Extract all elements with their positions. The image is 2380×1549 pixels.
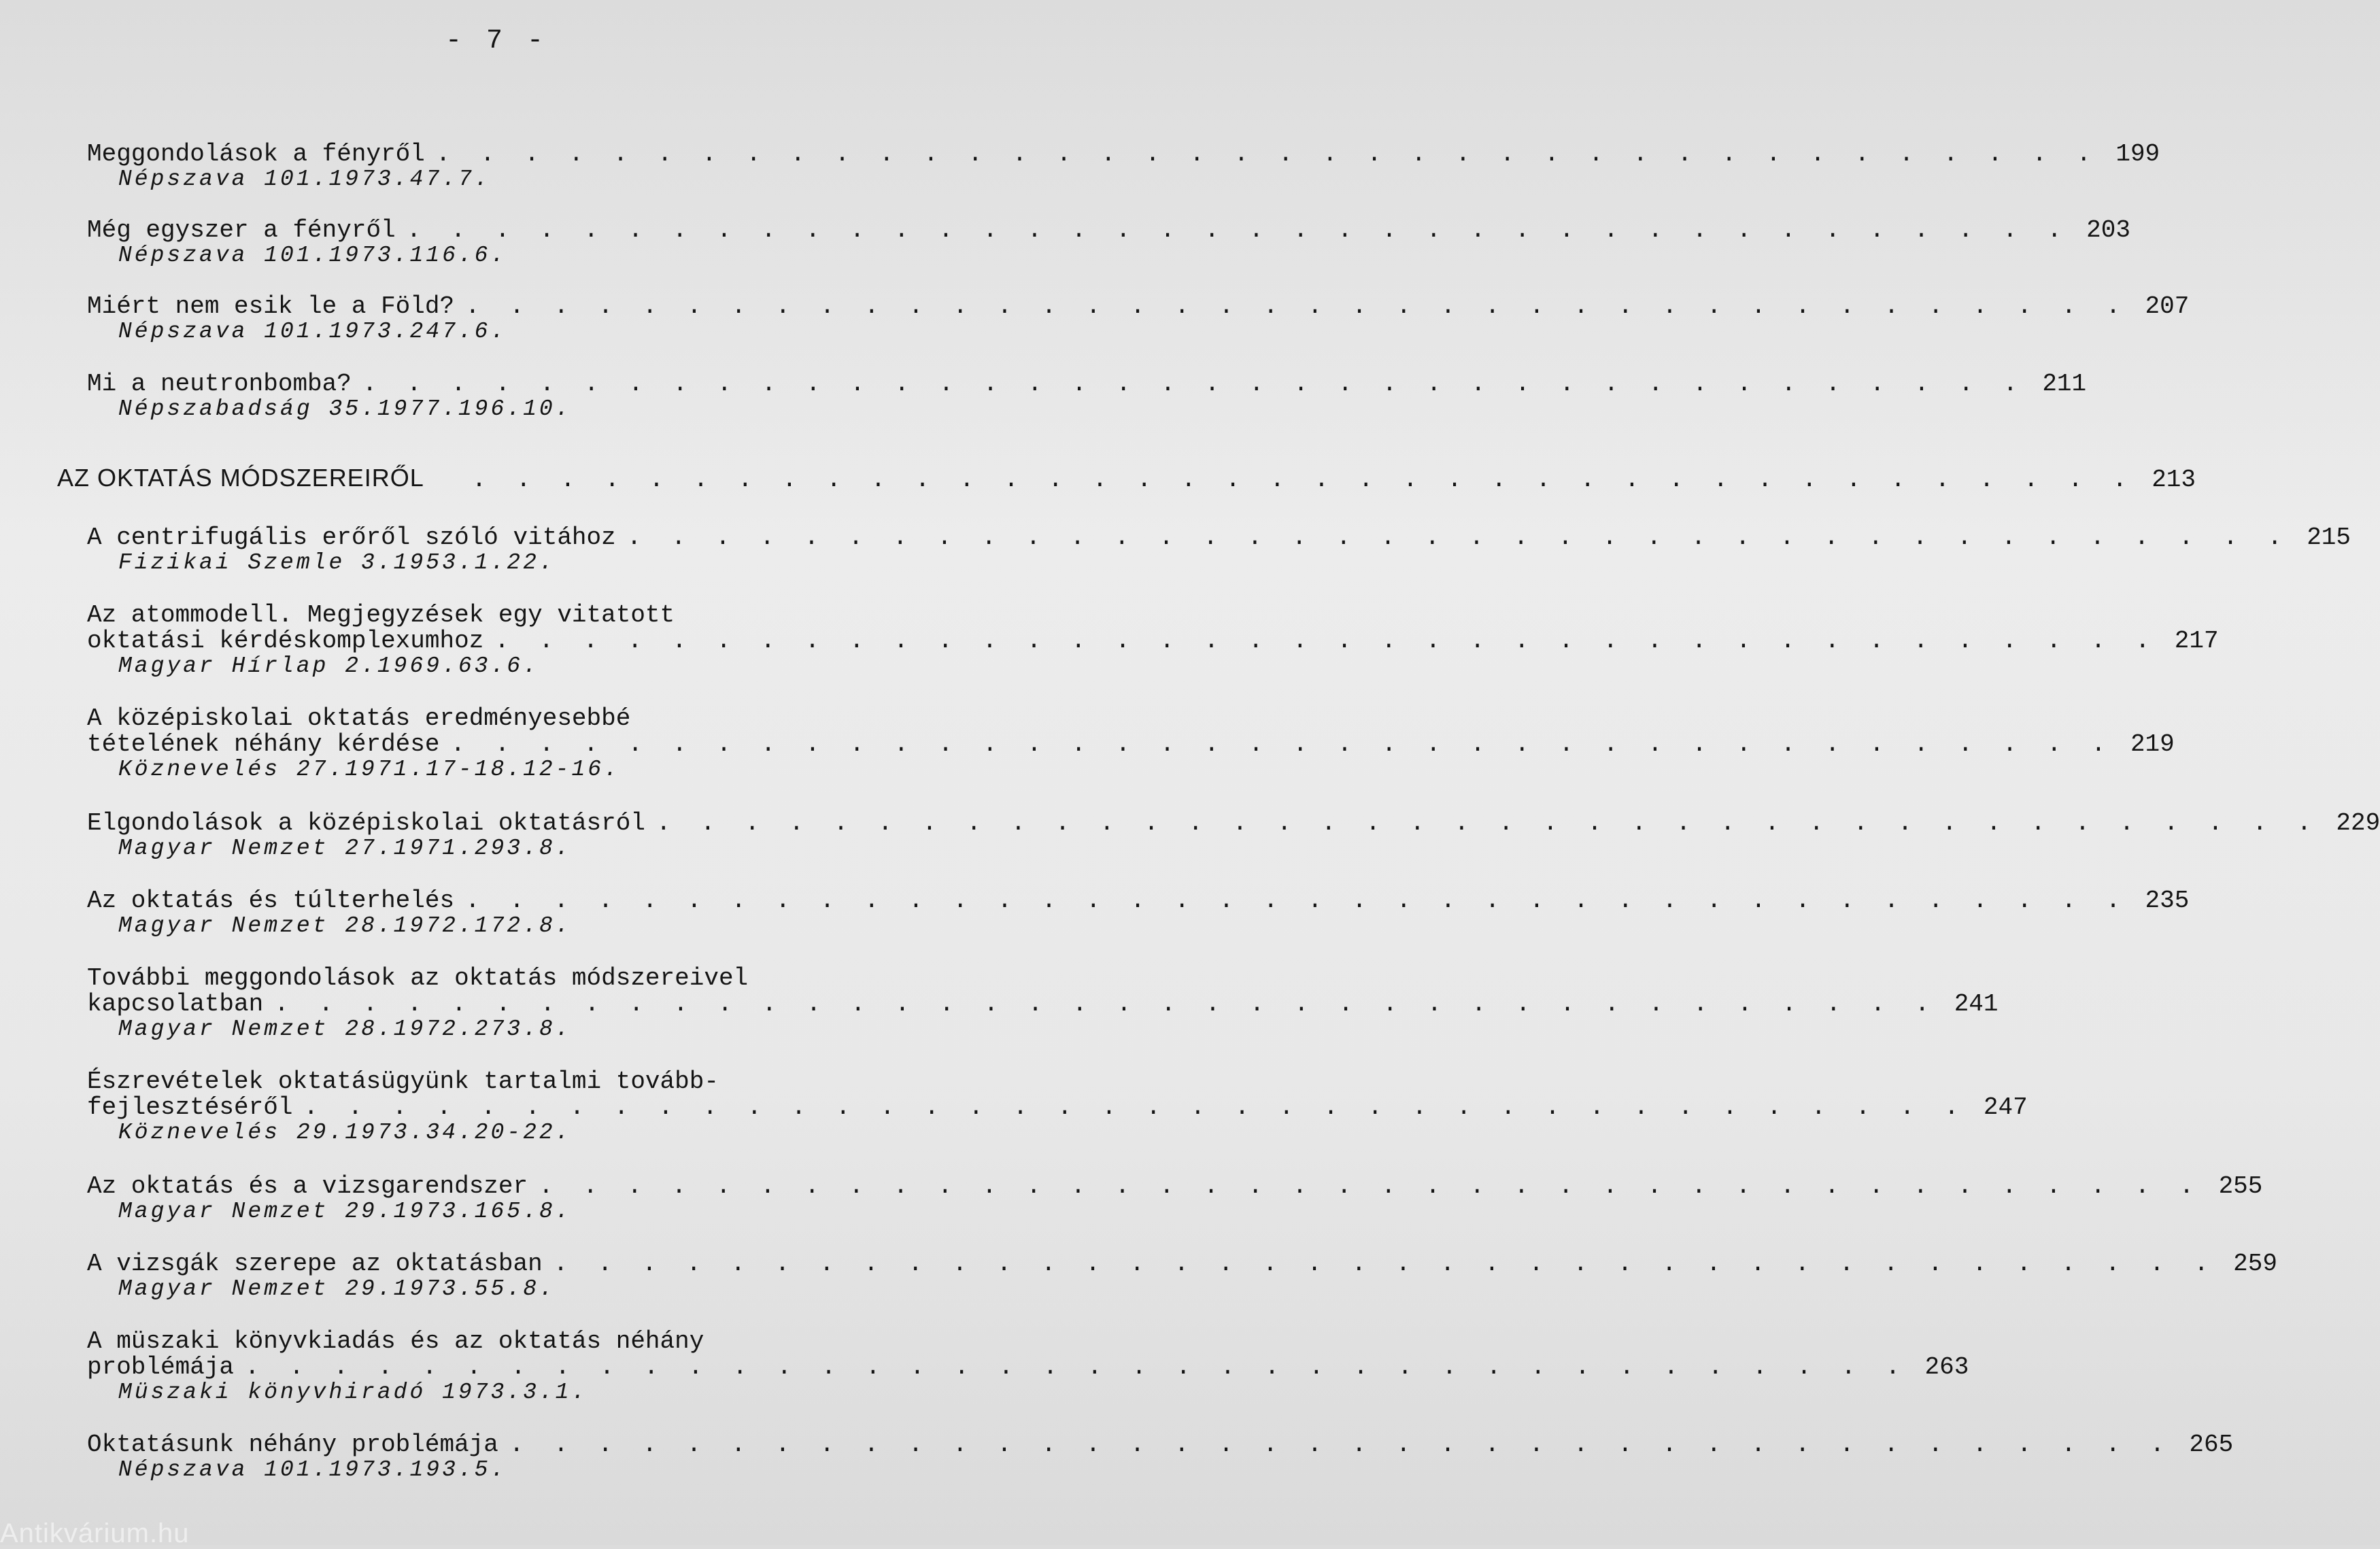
entry-page: 217: [2174, 627, 2219, 655]
entry-source: Magyar Nemzet 27.1971.293.8.: [118, 836, 572, 861]
entry-page: 207: [2145, 292, 2190, 320]
entry-page: 199: [2115, 140, 2160, 168]
entry-source: Köznevelés 29.1973.34.20-22.: [118, 1120, 572, 1145]
entry-title: Mi a neutronbomba?: [87, 370, 352, 398]
toc-entry: [87, 1172, 2263, 1224]
entry-source: Magyar Nemzet 28.1972.273.8.: [118, 1017, 572, 1042]
dot-leader: . . . . . . . . . . . . . . . . . . . . . . . . . . . . . . . . . . . . . .: [406, 216, 2069, 244]
entry-page: 235: [2145, 887, 2190, 915]
entry-title-line: Észrevételek oktatásügyünk tartalmi tovább-: [87, 1068, 719, 1095]
toc-entry: [87, 887, 2190, 938]
entry-page: 241: [1954, 990, 1999, 1018]
page-number: - 7 -: [445, 26, 548, 56]
section-heading: [57, 464, 2196, 494]
dot-leader: . . . . . . . . . . . . . . . . . . . . . . . . . . . . . . . . . . . . . .: [539, 1172, 2202, 1200]
dot-leader: . . . . . . . . . . . . . . . . . . . . . . . . . . . . . . . . . . . . . .: [465, 887, 2128, 915]
entry-title: Még egyszer a fényről: [87, 216, 396, 244]
dot-leader: . . . . . . . . . . . . . . . . . . . . . . . . . . . . . . . . . . . . . .: [362, 370, 2026, 398]
entry-page: 265: [2189, 1431, 2234, 1459]
dot-leader: . . . . . . . . . . . . . . . . . . . . . . . . . . . . . . . . . . . . . .: [450, 730, 2113, 758]
entry-title-line: További meggondolások az oktatás módszereivel: [87, 964, 749, 992]
entry-page: 211: [2042, 370, 2087, 398]
toc-entry: [87, 964, 1999, 1042]
entry-title: Az oktatás és a vizsgarendszer: [87, 1172, 528, 1200]
dot-leader: . . . . . . . . . . . . . . . . . . . . . . . . . . . . . . . . . . . . . .: [656, 809, 2319, 837]
entry-source: Magyar Hírlap 2.1969.63.6.: [118, 653, 539, 679]
entry-source: Magyar Nemzet 29.1973.55.8.: [118, 1276, 556, 1301]
section-title: AZ OKTATÁS MÓDSZEREIRŐL: [57, 464, 424, 492]
entry-title-line: Az atommodell. Megjegyzések egy vitatott: [87, 601, 675, 629]
entry-source: Magyar Nemzet 28.1972.172.8.: [118, 913, 572, 938]
entry-page: 263: [1924, 1353, 1969, 1381]
toc-entry: [87, 216, 2130, 268]
entry-page: 247: [1983, 1093, 2028, 1121]
entry-title-line: A középiskolai oktatás eredményesebbé: [87, 704, 631, 732]
toc-entry: [87, 524, 2351, 575]
dot-leader: . . . . . . . . . . . . . . . . . . . . . . . . . . . . . . . . . . . . . .: [626, 524, 2290, 551]
toc-entry: [87, 1431, 2234, 1482]
dot-leader: . . . . . . . . . . . . . . . . . . . . . . . . . . . . . . . . . . . . . .: [494, 627, 2158, 655]
dot-leader: . . . . . . . . . . . . . . . . . . . . . . . . . . . . . . . . . . . . . .: [435, 140, 2099, 168]
entry-page: 219: [2130, 730, 2175, 758]
entry-title-line: fejlesztéséről: [87, 1093, 293, 1121]
entry-page: 229: [2336, 809, 2380, 837]
entry-title-line: kapcsolatban: [87, 990, 264, 1018]
toc-entry: [87, 1250, 2277, 1301]
entry-title-line: oktatási kérdéskomplexumhoz: [87, 627, 484, 655]
dot-leader: . . . . . . . . . . . . . . . . . . . . . . . . . . . . . . . . . . . . . .: [471, 466, 2135, 494]
entry-title-line: A müszaki könyvkiadás és az oktatás néhány: [87, 1327, 704, 1355]
entry-title: A centrifugális erőről szóló vitához: [87, 524, 616, 551]
toc-entry: [87, 601, 2219, 679]
entry-source: Népszabadság 35.1977.196.10.: [118, 396, 572, 422]
entry-source: Fizikai Szemle 3.1953.1.22.: [118, 550, 556, 575]
entry-source: Köznevelés 27.1971.17-18.12-16.: [118, 757, 620, 782]
entry-title: Miért nem esik le a Föld?: [87, 292, 455, 320]
dot-leader: . . . . . . . . . . . . . . . . . . . . . . . . . . . . . . . . . . . . . .: [274, 990, 1937, 1018]
entry-source: Müszaki könyvhiradó 1973.3.1.: [118, 1380, 588, 1405]
entry-title: A vizsgák szerepe az oktatásban: [87, 1250, 543, 1278]
entry-title: Meggondolások a fényről: [87, 140, 425, 168]
dot-leader: . . . . . . . . . . . . . . . . . . . . . . . . . . . . . . . . . . . . . .: [553, 1250, 2216, 1278]
entry-page: 259: [2233, 1250, 2277, 1278]
dot-leader: . . . . . . . . . . . . . . . . . . . . . . . . . . . . . . . . . . . . . .: [509, 1431, 2173, 1459]
entry-source: Népszava 101.1973.193.5.: [118, 1457, 507, 1482]
entry-title: Az oktatás és túlterhelés: [87, 887, 455, 915]
entry-source: Népszava 101.1973.247.6.: [118, 319, 507, 344]
entry-source: Népszava 101.1973.116.6.: [118, 243, 507, 268]
section-page: 213: [2152, 466, 2196, 494]
entry-title-line: tételének néhány kérdése: [87, 730, 440, 758]
dot-leader: . . . . . . . . . . . . . . . . . . . . . . . . . . . . . . . . . . . . . .: [245, 1353, 1908, 1381]
toc-entry: [87, 370, 2087, 422]
entry-page: 203: [2086, 216, 2130, 244]
toc-entry: [87, 292, 2190, 344]
entry-source: Magyar Nemzet 29.1973.165.8.: [118, 1199, 572, 1224]
entry-page: 215: [2307, 524, 2351, 551]
dot-leader: . . . . . . . . . . . . . . . . . . . . . . . . . . . . . . . . . . . . . .: [303, 1093, 1967, 1121]
entry-title: Oktatásunk néhány problémája: [87, 1431, 498, 1459]
entry-page: 255: [2218, 1172, 2263, 1200]
entry-title-line: problémája: [87, 1353, 235, 1381]
toc-entry: [87, 809, 2380, 861]
toc-entry: [87, 1327, 1969, 1405]
entry-source: Népszava 101.1973.47.7.: [118, 167, 491, 192]
watermark: Antikvárium.hu: [0, 1518, 190, 1548]
toc-entry: [87, 704, 2175, 782]
entry-title: Elgondolások a középiskolai oktatásról: [87, 809, 645, 837]
toc-entry: [87, 140, 2160, 192]
dot-leader: . . . . . . . . . . . . . . . . . . . . . . . . . . . . . . . . . . . . . .: [465, 292, 2128, 320]
toc-entry: [87, 1068, 2028, 1145]
